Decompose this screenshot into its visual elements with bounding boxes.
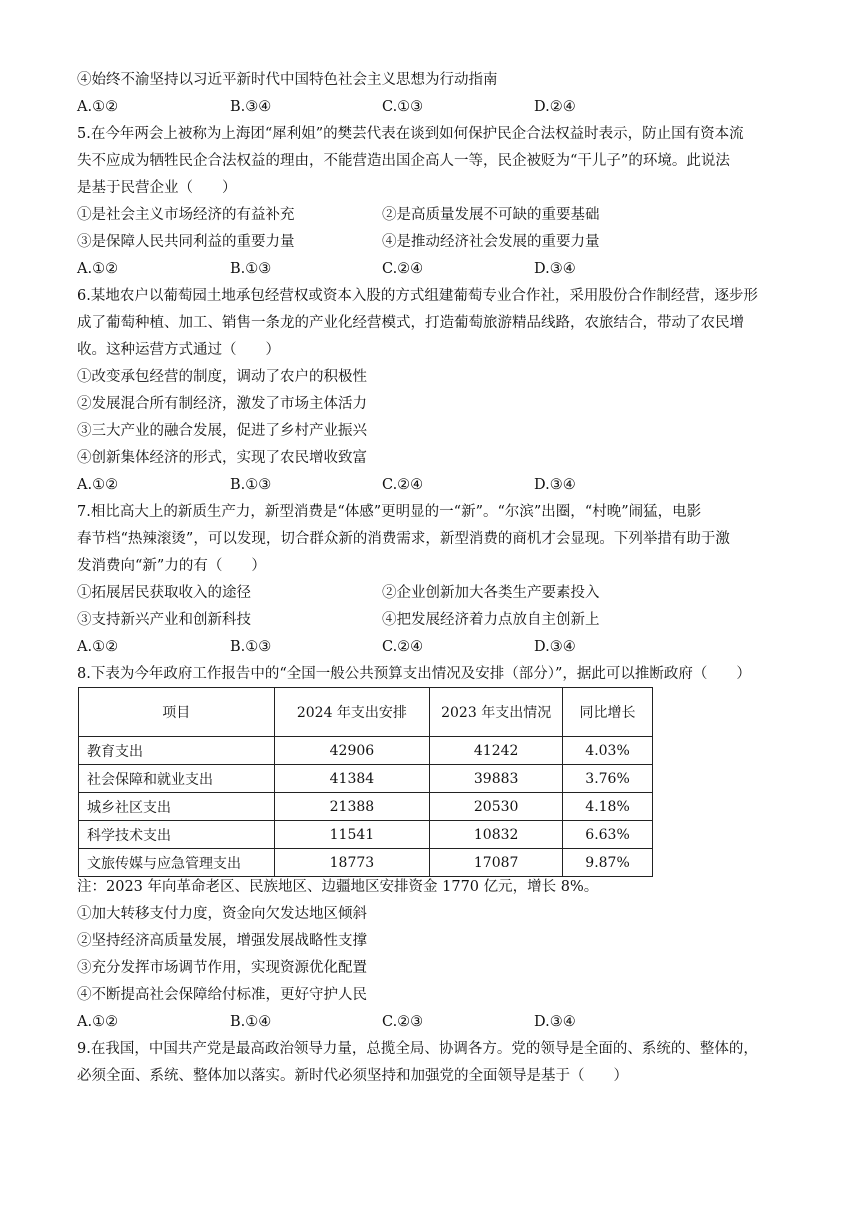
- column-header-growth: 同比增长: [563, 688, 653, 737]
- table-cell: 4.03%: [563, 737, 653, 765]
- table-cell: 21388: [274, 793, 430, 821]
- q8-choice-b: B.①④: [230, 1014, 272, 1030]
- table-cell: 41242: [430, 737, 563, 765]
- q8-choice-a: A.①②: [77, 1014, 119, 1030]
- q9-stem-line-1: 9.在我国，中国共产党是最高政治领导力量，总揽全局、协调各方。党的领导是全面的、系统的、整体的，: [77, 1041, 758, 1057]
- q6-choice-b: B.①③: [230, 477, 272, 493]
- q7-options-row-1: [77, 583, 777, 603]
- q4-choice-a: A.①②: [77, 99, 119, 115]
- q8-choices: [77, 1012, 777, 1032]
- q4-choice-b: B.③④: [230, 99, 272, 115]
- table-row: [79, 821, 653, 849]
- q6-choice-c: C.②④: [382, 477, 424, 493]
- q4-choices: [77, 97, 777, 117]
- q4-option-4: ④始终不渝坚持以习近平新时代中国特色社会主义思想为行动指南: [77, 72, 498, 88]
- q6-stem-line-1: 6.某地农户以葡萄园土地承包经营权或资本入股的方式组建葡萄专业合作社，采用股份合作制经营，逐步形: [77, 288, 758, 304]
- q6-option-1: ①改变承包经营的制度，调动了农户的积极性: [77, 369, 367, 385]
- column-header-2024: 2024 年支出安排: [274, 688, 430, 737]
- table-header-row: [79, 688, 653, 737]
- q6-option-4: ④创新集体经济的形式，实现了农民增收致富: [77, 450, 367, 466]
- table-cell: 6.63%: [563, 821, 653, 849]
- table-cell: 42906: [274, 737, 430, 765]
- q8-option-1: ①加大转移支付力度，资金向欠发达地区倾斜: [77, 906, 367, 922]
- q6-option-3: ③三大产业的融合发展，促进了乡村产业振兴: [77, 423, 367, 439]
- q5-stem-line-1: 5.在今年两会上被称为上海团“犀利姐”的樊芸代表在谈到如何保护民企合法权益时表示，防止国有资本流: [77, 126, 744, 142]
- q4-choice-c: C.①③: [382, 99, 424, 115]
- table-cell: 3.76%: [563, 765, 653, 793]
- q6-choice-d: D.③④: [534, 477, 576, 493]
- q7-options-row-2: [77, 610, 777, 630]
- q5-options-row-1: [77, 205, 777, 225]
- q7-choice-c: C.②④: [382, 639, 424, 655]
- q8-choice-d: D.③④: [534, 1014, 576, 1030]
- q7-choice-b: B.①③: [230, 639, 272, 655]
- table-row: [79, 765, 653, 793]
- q5-choices: [77, 259, 777, 279]
- q7-option-2: ②企业创新加大各类生产要素投入: [382, 585, 600, 601]
- table-cell: 城乡社区支出: [79, 793, 275, 821]
- table-cell: 18773: [274, 849, 430, 877]
- q6-stem-line-3: 收。这种运营方式通过（ ）: [77, 342, 280, 358]
- q7-option-1: ①拓展居民获取收入的途径: [77, 585, 251, 601]
- table-cell: 39883: [430, 765, 563, 793]
- q7-option-3: ③支持新兴产业和创新科技: [77, 612, 251, 628]
- q6-option-2: ②发展混合所有制经济，激发了市场主体活力: [77, 396, 367, 412]
- q8-option-4: ④不断提高社会保障给付标准，更好守护人民: [77, 987, 367, 1003]
- q8-option-3: ③充分发挥市场调节作用，实现资源优化配置: [77, 960, 367, 976]
- q5-option-4: ④是推动经济社会发展的重要力量: [382, 234, 600, 250]
- table-cell: 41384: [274, 765, 430, 793]
- q7-stem-line-3: 发消费向“新”力的有（ ）: [77, 558, 266, 574]
- q5-choice-a: A.①②: [77, 261, 119, 277]
- table-cell: 11541: [274, 821, 430, 849]
- table-cell: 20530: [430, 793, 563, 821]
- q6-choices: [77, 475, 777, 495]
- q8-table-note: 注：2023 年向革命老区、民族地区、边疆地区安排资金 1770 亿元，增长 8%。: [77, 879, 599, 895]
- table-cell: 9.87%: [563, 849, 653, 877]
- q6-stem-line-2: 成了葡萄种植、加工、销售一条龙的产业化经营模式，打造葡萄旅游精品线路，农旅结合，带动了农民增: [77, 315, 744, 331]
- table-cell: 4.18%: [563, 793, 653, 821]
- q5-choice-b: B.①③: [230, 261, 272, 277]
- q8-choice-c: C.②③: [382, 1014, 424, 1030]
- column-header-item: 项目: [79, 688, 275, 737]
- q5-option-3: ③是保障人民共同利益的重要力量: [77, 234, 295, 250]
- q7-choice-d: D.③④: [534, 639, 576, 655]
- table-cell: 教育支出: [79, 737, 275, 765]
- table-row: [79, 849, 653, 877]
- column-header-2023: 2023 年支出情况: [430, 688, 563, 737]
- table-cell: 17087: [430, 849, 563, 877]
- q7-choices: [77, 637, 777, 657]
- q7-stem-line-2: 春节档“热辣滚烫”，可以发现，切合群众新的消费需求，新型消费的商机才会显现。下列举措有助于激: [77, 531, 730, 547]
- q7-stem-line-1: 7.相比高大上的新质生产力，新型消费是“体感”更明显的一“新”。“尔滨”出圈，“村晚”闹猛，电影: [77, 504, 702, 520]
- table-cell: 科学技术支出: [79, 821, 275, 849]
- table-row: [79, 793, 653, 821]
- budget-table: [78, 687, 653, 877]
- q7-choice-a: A.①②: [77, 639, 119, 655]
- q5-stem-line-3: 是基于民营企业（ ）: [77, 180, 237, 196]
- q8-stem: 8.下表为今年政府工作报告中的“全国一般公共预算支出情况及安排（部分）”，据此可以推断政府（ ）: [77, 666, 751, 682]
- table-cell: 社会保障和就业支出: [79, 765, 275, 793]
- q6-choice-a: A.①②: [77, 477, 119, 493]
- q5-option-2: ②是高质量发展不可缺的重要基础: [382, 207, 600, 223]
- q5-options-row-2: [77, 232, 777, 252]
- q5-choice-c: C.②④: [382, 261, 424, 277]
- q8-option-2: ②坚持经济高质量发展，增强发展战略性支撑: [77, 933, 367, 949]
- q7-option-4: ④把发展经济着力点放自主创新上: [382, 612, 600, 628]
- q4-choice-d: D.②④: [534, 99, 576, 115]
- table-cell: 10832: [430, 821, 563, 849]
- q5-choice-d: D.③④: [534, 261, 576, 277]
- table-row: [79, 737, 653, 765]
- q5-option-1: ①是社会主义市场经济的有益补充: [77, 207, 295, 223]
- table-cell: 文旅传媒与应急管理支出: [79, 849, 275, 877]
- q5-stem-line-2: 失不应成为牺牲民企合法权益的理由，不能营造出国企高人一等，民企被贬为“干儿子”的环境。此说法: [77, 153, 730, 169]
- q9-stem-line-2: 必须全面、系统、整体加以落实。新时代必须坚持和加强党的全面领导是基于（ ）: [77, 1068, 628, 1084]
